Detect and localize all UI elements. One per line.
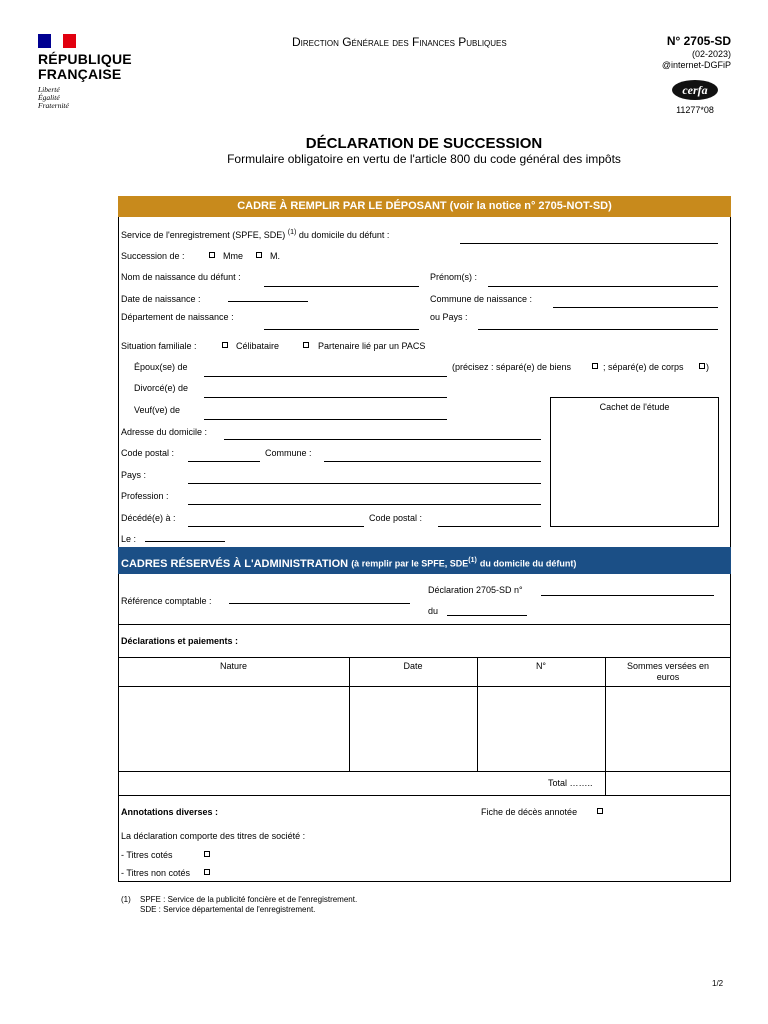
widowed-field[interactable] [204,419,447,420]
death-date-field[interactable] [145,541,225,542]
m-checkbox[interactable] [256,252,262,258]
separate-body-checkbox[interactable] [699,363,705,369]
ref-comptable-label: Référence comptable : [121,596,212,606]
page-subtitle: Formulaire obligatoire en vertu de l'article 800 du code général des impôts [227,152,621,166]
footnote-line2: SDE : Service départemental de l'enregistrement. [140,905,316,914]
separate-body-label: ; séparé(e) de corps [603,362,684,372]
declaration-no-field[interactable] [541,595,714,596]
td-number[interactable] [478,692,604,770]
motto-fraternite: Fraternité [38,101,69,110]
pacs-checkbox[interactable] [303,342,309,348]
marianne-flag-icon [38,34,76,48]
address-label: Adresse du domicile : [121,427,208,437]
celibataire-label: Célibataire [236,341,280,351]
republique-logo-line1: RÉPUBLIQUE [38,51,132,67]
spouse-field[interactable] [204,376,447,377]
footnote-marker: (1) [121,895,131,904]
du-label: du [428,606,439,616]
birth-name-field[interactable] [264,286,419,287]
annotations-label: Annotations diverses : [121,807,219,817]
internet-dgfip: @internet-DGFiP [661,60,731,70]
cerfa-number: 11277*08 [676,105,714,115]
cerfa-logo: cerfa [672,80,718,100]
stamp-box[interactable] [550,397,719,527]
mme-label: Mme [223,251,243,261]
total-label: Total …….. [548,778,593,788]
du-field[interactable] [447,615,527,616]
listed-titles-label: - Titres cotés [121,850,173,860]
spouse-label: Époux(se) de [134,362,188,372]
republique-logo-line2: FRANÇAISE [38,66,122,82]
widowed-label: Veuf(ve) de [134,405,181,415]
close-paren: ) [706,362,709,372]
birth-country-field[interactable] [478,329,718,330]
admin-bar: CADRES RÉSERVÉS À L'ADMINISTRATION (à remplir par le SPFE, SDE$^{(1)}$ du domicile du défunt) [118,547,731,574]
page-title: DÉCLARATION DE SUCCESSION [305,135,543,152]
company-titles-label: La déclaration comporte des titres de société : [121,831,306,841]
death-certificate-label: Fiche de décès annotée [481,807,578,817]
declarations-payments-label: Déclarations et paiements : [121,636,239,646]
service-field[interactable] [460,243,718,244]
page-number: 1/2 [712,979,724,988]
succession-label: Succession de : [121,251,185,261]
table-header-bottom [118,686,731,687]
pacs-label: Partenaire lié par un PACS [318,341,426,351]
th-nature: Nature [219,661,247,671]
unlisted-titles-checkbox[interactable] [204,869,210,875]
motto-liberte: Liberté [38,85,60,94]
birth-commune-field[interactable] [553,307,718,308]
td-nature[interactable] [118,692,349,770]
separate-goods-checkbox[interactable] [592,363,598,369]
th-number: N° [535,661,547,671]
celibataire-checkbox[interactable] [222,342,228,348]
total-field[interactable] [606,772,730,794]
stamp-label: Cachet de l'étude [599,402,670,412]
th-amount: Sommes versées en euros [626,661,710,682]
postal-code2-label: Code postal : [369,513,423,523]
birth-date-field[interactable] [228,301,308,302]
birth-name-label: Nom de naissance du défunt : [121,272,241,282]
birth-commune-label: Commune de naissance : [430,294,533,304]
motto-egalite: Égalité [38,93,60,102]
birth-department-label: Département de naissance : [121,312,234,322]
divorced-label: Divorcé(e) de [134,383,189,393]
th-date: Date [403,661,423,671]
country-label: Pays : [121,470,147,480]
divorced-field[interactable] [204,397,447,398]
first-names-label: Prénom(s) : [430,272,478,282]
listed-titles-checkbox[interactable] [204,851,210,857]
td-date[interactable] [350,692,476,770]
profession-label: Profession : [121,491,169,501]
td-amount[interactable] [606,692,730,770]
died-at-field[interactable] [188,526,364,527]
profession-field[interactable] [188,504,541,505]
mme-checkbox[interactable] [209,252,215,258]
precise-label: (précisez : séparé(e) de biens [452,362,572,372]
declaration-no-label: Déclaration 2705-SD n° [428,585,523,595]
ref-comptable-field[interactable] [229,603,410,604]
country-field[interactable] [188,483,541,484]
form-number: N° 2705-SD [666,34,731,48]
commune-field[interactable] [324,461,541,462]
commune-label: Commune : [265,448,312,458]
birth-date-label: Date de naissance : [121,294,201,304]
first-names-field[interactable] [488,286,718,287]
footnote-line1: SPFE : Service de la publicité foncière et de l'enregistrement. [140,895,358,904]
death-date-label: Le : [121,534,137,544]
died-at-label: Décédé(e) à : [121,513,176,523]
birth-department-field[interactable] [264,329,419,330]
postal-code2-field[interactable] [438,526,541,527]
service-label: Service de l'enregistrement (SPFE, SDE) $^{(1)}$ du domicile du défunt : [121,229,390,240]
death-certificate-checkbox[interactable] [597,808,603,814]
table-bottom [118,795,731,796]
admin-divider-1 [118,624,731,625]
depositor-bar: CADRE À REMPLIR PAR LE DÉPOSANT (voir la notice n° 2705-NOT-SD) [118,196,731,217]
address-field[interactable] [224,439,541,440]
or-country-label: ou Pays : [430,312,468,322]
postal-code-label: Code postal : [121,448,175,458]
unlisted-titles-label: - Titres non cotés [121,868,191,878]
form-date: (02-2023) [691,49,731,59]
family-situation-label: Situation familiale : [121,341,197,351]
table-top [118,657,731,658]
direction-title: Direction Générale des Finances Publiques [292,35,507,49]
postal-code-field[interactable] [188,461,260,462]
m-label: M. [270,251,280,261]
